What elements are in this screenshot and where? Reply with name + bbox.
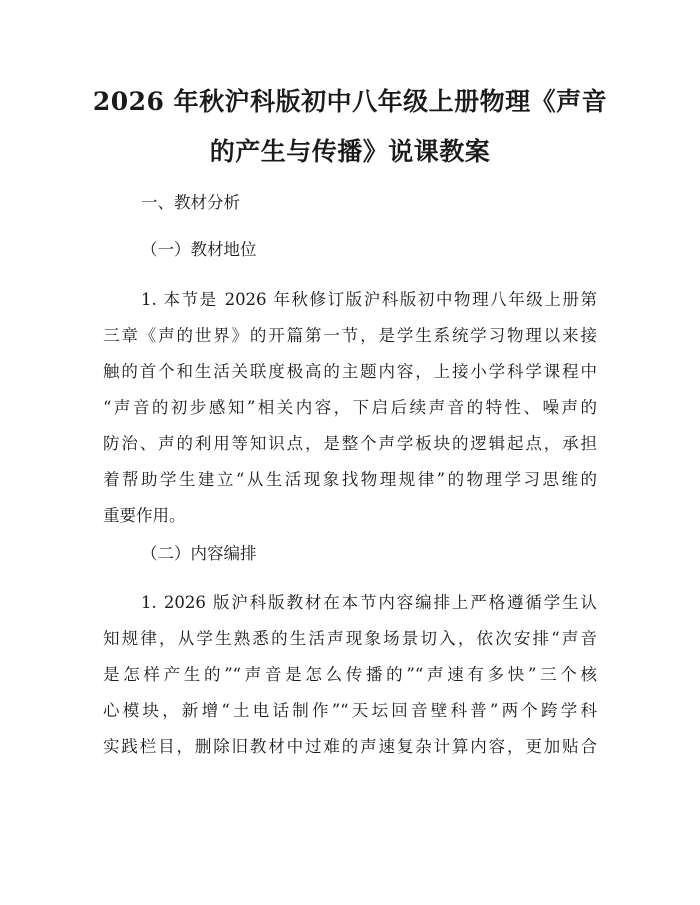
paragraph-textbook-position <box>103 282 597 534</box>
document-title-line-1: 2026 年秋沪科版初中八年级上册物理《声音 <box>92 87 608 116</box>
subsection-heading-textbook-position: （一）教材地位 <box>141 240 257 259</box>
section-heading-textbook-analysis: 一、教材分析 <box>141 193 240 212</box>
paragraph-line: 是怎样产生的”“声音是怎么传播的”“声速有多快”三个核 <box>103 665 597 684</box>
document-title-line-2: 的产生与传播》说课教案 <box>209 137 491 166</box>
paragraph-line: 1. 2026 版沪科版教材在本节内容编排上严格遵循学生认 <box>141 593 597 612</box>
paragraph-line: “声音的初步感知”相关内容，下启后续声音的特性、噪声的 <box>103 398 597 417</box>
paragraph-line: 触的首个和生活关联度极高的主题内容，上接小学科学课程中 <box>103 362 597 381</box>
paragraph-line: 着帮助学生建立“从生活现象找物理规律”的物理学习思维的 <box>103 470 597 489</box>
paragraph-line: 实践栏目，删除旧教材中过难的声速复杂计算内容，更加贴合 <box>103 737 597 756</box>
paragraph-line: 三章《声的世界》的开篇第一节，是学生系统学习物理以来接 <box>103 326 597 345</box>
paragraph-line: 知规律，从学生熟悉的生活声现象场景切入，依次安排“声音 <box>103 629 597 648</box>
paragraph-line: 1. 本节是 2026 年秋修订版沪科版初中物理八年级上册第 <box>141 290 597 309</box>
paragraph-line: 重要作用。 <box>103 506 186 525</box>
subsection-heading-content-arrangement: （二）内容编排 <box>141 544 257 563</box>
paragraph-line: 心模块，新增“土电话制作”“天坛回音壁科普”两个跨学科 <box>103 701 597 720</box>
paragraph-content-arrangement <box>103 585 597 765</box>
paragraph-line: 防治、声的利用等知识点，是整个声学板块的逻辑起点，承担 <box>103 434 597 453</box>
